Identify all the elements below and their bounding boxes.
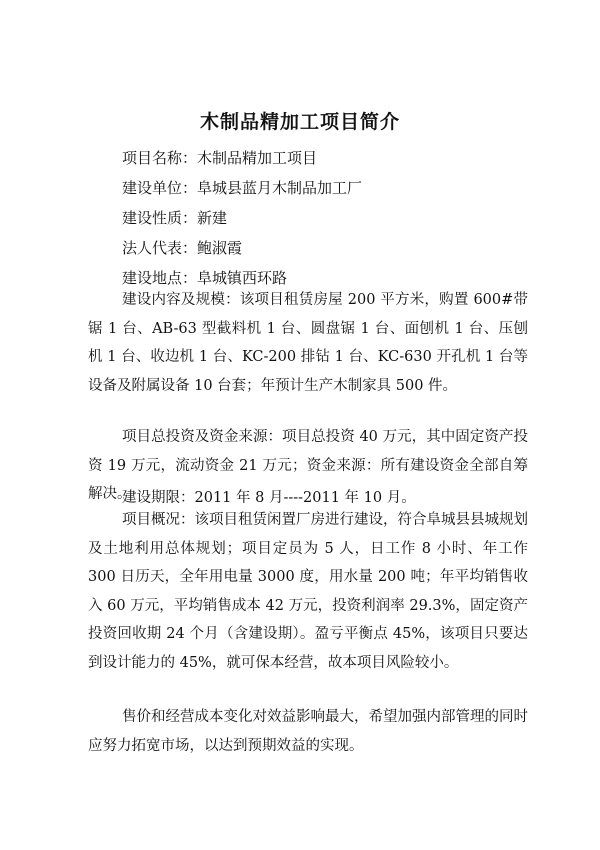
field-label: 法人代表： <box>122 239 198 257</box>
field-label: 项目名称： <box>122 149 198 167</box>
field-value: 新建 <box>197 209 228 227</box>
document-title: 木制品精加工项目简介 <box>199 111 400 133</box>
field-legal-representative <box>122 238 242 258</box>
field-value: 阜城镇西环路 <box>197 269 288 287</box>
field-label: 建设单位： <box>122 179 198 197</box>
field-label: 建设地点： <box>122 269 198 287</box>
field-value: 木制品精加工项目 <box>197 149 318 167</box>
period-line: 建设期限：2011 年 8 月----2011 年 10 月。 <box>122 490 416 506</box>
field-builder <box>122 178 362 198</box>
field-location <box>122 268 287 288</box>
field-construction-type <box>122 208 227 228</box>
field-label: 建设性质： <box>122 209 198 227</box>
overview-paragraph: 项目概况：该项目租赁闲置厂房进行建设，符合阜城县县城规划及土地利用总体规划；项目定员为 5 人，日工作 8 小时、年工作 300 日历天，全年用电量 3000 度，用水量 200 吨；年平均销售收入 60 万元，平均销售成本 42 万元，投资利润率 29.3%，固定资产投资回收期 24 个月（含建设期）。盈亏平衡点 45%，该项目只要达到设计能力的 45%，就可保本经营，故本项目风险较小。 <box>88 512 528 671</box>
field-value: 鲍淑霞 <box>197 239 243 257</box>
closing-paragraph: 售价和经营成本变化对效益影响最大，希望加强内部管理的同时应努力拓宽市场，以达到预期效益的实现。 <box>88 709 528 754</box>
investment-paragraph: 项目总投资及资金来源：项目总投资 40 万元，其中固定资产投资 19 万元，流动资金 21 万元；资金来源：所有建设资金全部自筹解决。 <box>88 429 528 502</box>
field-project-name <box>122 148 317 168</box>
field-value: 阜城县蓝月木制品加工厂 <box>197 179 363 197</box>
scale-paragraph: 建设内容及规模：该项目租赁房屋 200 平方米，购置 600#带锯 1 台、AB-63 型截料机 1 台、圆盘锯 1 台、面刨机 1 台、压刨机 1 台、收边机 1 台、KC-200 排钻 1 台、KC-630 开孔机 1 台等设备及附属设备 10 台套；年预计生产木制家具 500 件。 <box>88 292 528 394</box>
